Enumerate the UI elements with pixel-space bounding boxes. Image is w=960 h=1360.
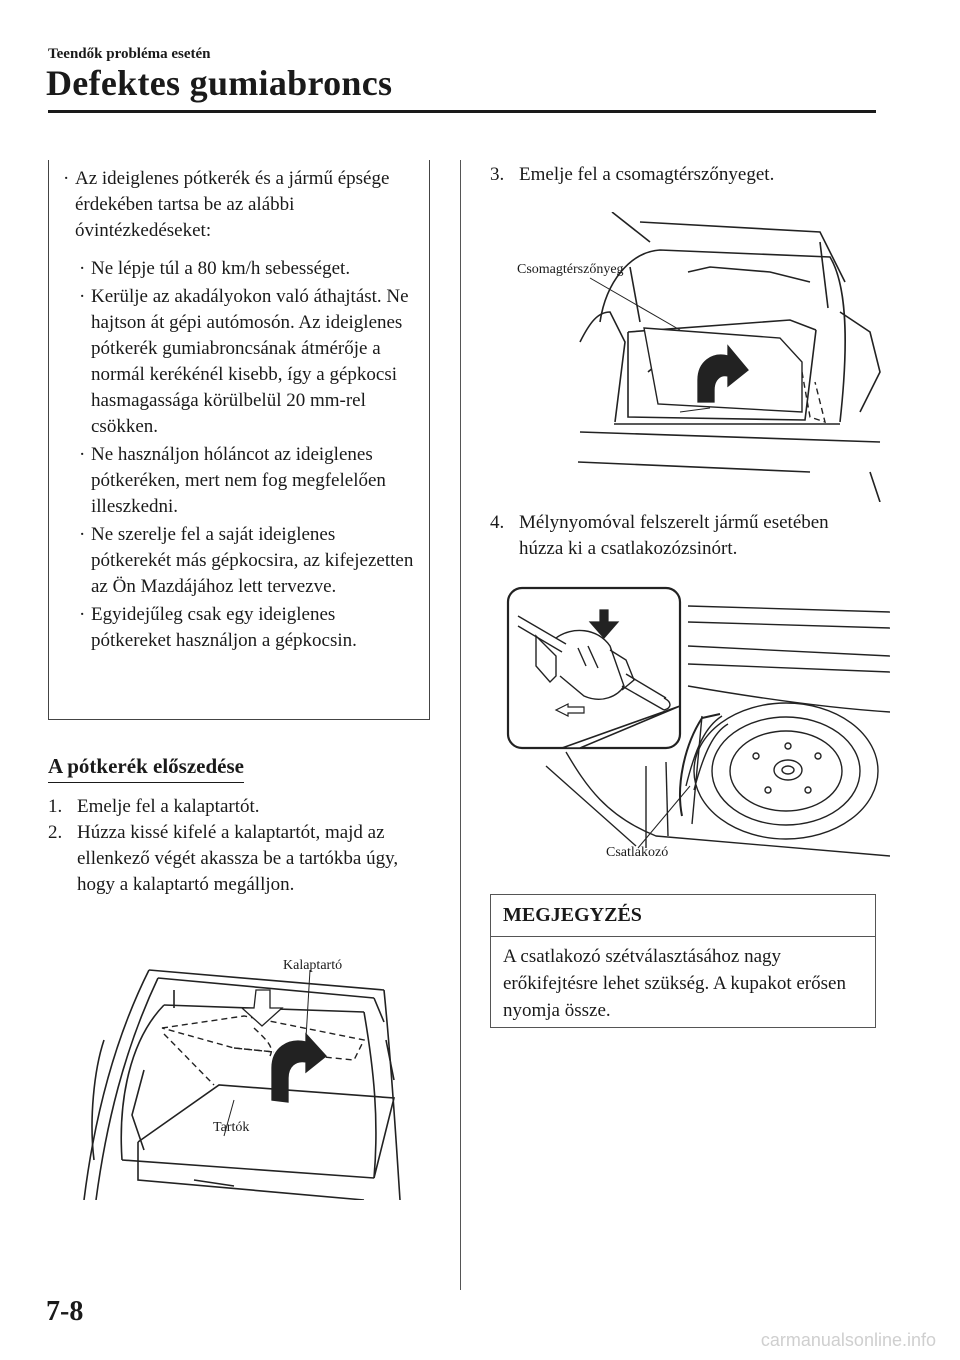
parcel-shelf-illustration — [74, 950, 404, 1200]
warning-item-snow-chains: · Ne használjon hóláncot az ideiglenes pótkeréken, mert nem fog megfelelően illeszkedni. — [59, 442, 415, 520]
figure-cargo-mat — [570, 212, 890, 502]
page-number: 7-8 — [46, 1296, 84, 1327]
label-tartok: Tartók — [213, 1120, 250, 1135]
label-kalaptarto: Kalaptartó — [283, 958, 343, 973]
steps-right-top — [490, 162, 876, 188]
steps-left — [48, 794, 440, 898]
step-number: 1. — [48, 796, 63, 817]
warning-item-obstacles: · Kerülje az akadályokon való áthajtást. Ne hajtson át gépi autómosón. Az ideiglenes pótkerék gumiabroncsának átmérője a normál kerékénél kisebb, így a gépkocsi hasmagassága körülbelül 20 mm-rel csökken. — [59, 284, 415, 440]
column-divider — [460, 160, 461, 1290]
step-text: Mélynyomóval felszerelt jármű esetében húzza ki a csatlakozózsinórt. — [519, 512, 829, 559]
step-1 — [48, 794, 440, 820]
step-text: Emelje fel a csomagtérszőnyeget. — [519, 164, 775, 185]
warning-item-single-spare: · Egyidejűleg csak egy ideiglenes pótkereket használjon a gépkocsin. — [59, 602, 415, 654]
page-title: Defektes gumiabroncs — [46, 63, 393, 103]
note-text: A csatlakozó szétválasztásához nagy erőkifejtésre lehet szükség. A kupakot erősen nyomja össze. — [503, 946, 846, 1021]
figure-parcel-shelf — [74, 950, 404, 1200]
warning-intro: · Az ideiglenes pótkerék és a jármű épsége érdekében tartsa be az alábbi óvintézkedéseket: — [59, 166, 415, 244]
connector-illustration — [506, 586, 890, 876]
steps-right-bottom — [490, 510, 876, 562]
label-csomagterszonyeg: Csomagtérszőnyeg — [517, 262, 624, 277]
figure-connector — [506, 586, 890, 876]
warning-item-speed: · Ne lépje túl a 80 km/h sebességet. — [59, 256, 415, 282]
cargo-mat-illustration — [570, 212, 890, 502]
section-label: Teendők probléma esetén — [48, 46, 211, 62]
step-2 — [48, 820, 440, 898]
label-csatlakozo: Csatlakozó — [606, 845, 669, 860]
title-rule — [48, 110, 876, 113]
step-4 — [490, 510, 876, 562]
warning-box — [48, 160, 430, 720]
step-text: Húzza kissé kifelé a kalaptartót, majd az ellenkező végét akassza be a tartókba úgy, hogy a kalaptartó megálljon. — [77, 822, 399, 895]
note-box — [490, 894, 876, 1028]
step-number: 3. — [490, 164, 505, 185]
step-text: Emelje fel a kalaptartót. — [77, 796, 260, 817]
step-number: 2. — [48, 822, 63, 843]
step-3 — [490, 162, 876, 188]
note-heading: MEGJEGYZÉS — [491, 895, 875, 937]
warning-item-other-vehicle: · Ne szerelje fel a saját ideiglenes pótkerekét más gépkocsira, az kifejezetten az Ön Mazdájához lett tervezve. — [59, 522, 415, 600]
step-number: 4. — [490, 512, 505, 533]
procedure-heading: A pótkerék előszedése — [48, 754, 244, 783]
watermark: carmanualsonline.info — [760, 1330, 936, 1350]
